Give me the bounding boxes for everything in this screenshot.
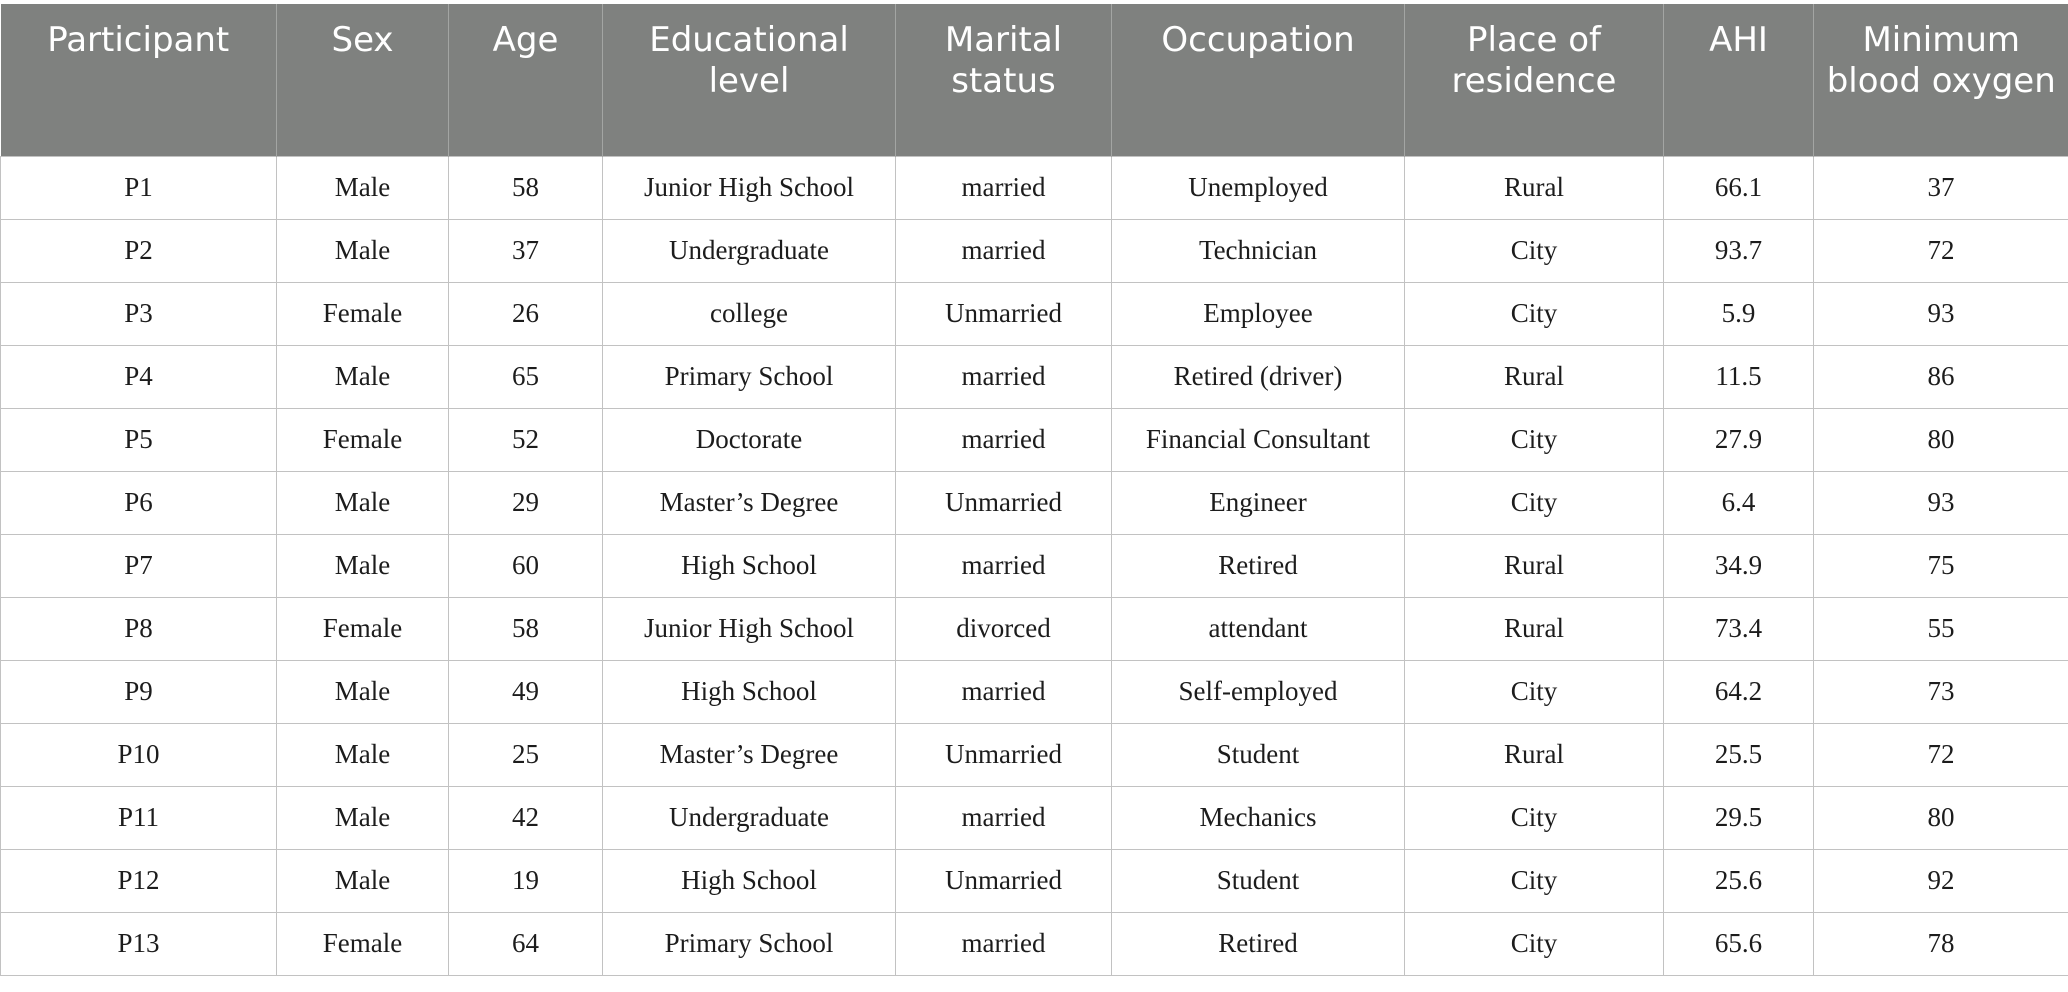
cell-min-oxygen: 72: [1814, 723, 2068, 786]
cell-sex: Female: [277, 912, 449, 975]
cell-min-oxygen: 93: [1814, 282, 2068, 345]
cell-residence: City: [1405, 471, 1664, 534]
cell-age: 25: [449, 723, 603, 786]
cell-residence: City: [1405, 786, 1664, 849]
table-row: [1, 408, 2068, 471]
cell-participant: P11: [1, 786, 277, 849]
cell-residence: City: [1405, 408, 1664, 471]
cell-ahi: 64.2: [1664, 660, 1814, 723]
header-ahi: AHI: [1664, 4, 1814, 156]
table-row: [1, 156, 2068, 219]
cell-education: Junior High School: [603, 597, 896, 660]
header-marital-status: Marital status: [896, 4, 1112, 156]
cell-age: 60: [449, 534, 603, 597]
cell-age: 37: [449, 219, 603, 282]
cell-sex: Male: [277, 156, 449, 219]
cell-residence: Rural: [1405, 597, 1664, 660]
cell-ahi: 29.5: [1664, 786, 1814, 849]
cell-marital: married: [896, 660, 1112, 723]
cell-occupation: Technician: [1112, 219, 1405, 282]
cell-age: 65: [449, 345, 603, 408]
cell-marital: Unmarried: [896, 849, 1112, 912]
cell-sex: Female: [277, 282, 449, 345]
cell-education: High School: [603, 534, 896, 597]
cell-age: 64: [449, 912, 603, 975]
cell-participant: P2: [1, 219, 277, 282]
cell-residence: Rural: [1405, 156, 1664, 219]
cell-min-oxygen: 93: [1814, 471, 2068, 534]
cell-age: 58: [449, 156, 603, 219]
cell-sex: Female: [277, 408, 449, 471]
cell-ahi: 25.6: [1664, 849, 1814, 912]
cell-education: Master’s Degree: [603, 723, 896, 786]
cell-sex: Male: [277, 660, 449, 723]
cell-education: High School: [603, 660, 896, 723]
cell-ahi: 25.5: [1664, 723, 1814, 786]
cell-participant: P9: [1, 660, 277, 723]
cell-education: Primary School: [603, 912, 896, 975]
cell-occupation: Retired: [1112, 534, 1405, 597]
cell-education: Primary School: [603, 345, 896, 408]
table-row: [1, 723, 2068, 786]
cell-min-oxygen: 55: [1814, 597, 2068, 660]
cell-age: 52: [449, 408, 603, 471]
cell-marital: married: [896, 786, 1112, 849]
cell-participant: P1: [1, 156, 277, 219]
table-row: [1, 660, 2068, 723]
header-educational-level: Educational level: [603, 4, 896, 156]
table-row: [1, 597, 2068, 660]
cell-marital: married: [896, 219, 1112, 282]
table-row: [1, 534, 2068, 597]
cell-residence: City: [1405, 912, 1664, 975]
cell-education: Junior High School: [603, 156, 896, 219]
table-row: [1, 282, 2068, 345]
cell-participant: P3: [1, 282, 277, 345]
cell-sex: Male: [277, 219, 449, 282]
cell-min-oxygen: 37: [1814, 156, 2068, 219]
cell-occupation: Financial Consultant: [1112, 408, 1405, 471]
header-occupation: Occupation: [1112, 4, 1405, 156]
cell-marital: Unmarried: [896, 723, 1112, 786]
cell-age: 42: [449, 786, 603, 849]
cell-participant: P7: [1, 534, 277, 597]
cell-ahi: 34.9: [1664, 534, 1814, 597]
cell-marital: married: [896, 912, 1112, 975]
cell-education: college: [603, 282, 896, 345]
cell-education: Undergraduate: [603, 786, 896, 849]
cell-age: 19: [449, 849, 603, 912]
cell-marital: married: [896, 408, 1112, 471]
cell-ahi: 27.9: [1664, 408, 1814, 471]
cell-ahi: 11.5: [1664, 345, 1814, 408]
cell-marital: Unmarried: [896, 471, 1112, 534]
cell-min-oxygen: 92: [1814, 849, 2068, 912]
cell-occupation: Mechanics: [1112, 786, 1405, 849]
cell-marital: Unmarried: [896, 282, 1112, 345]
cell-participant: P12: [1, 849, 277, 912]
cell-residence: Rural: [1405, 345, 1664, 408]
header-participant: Participant: [1, 4, 277, 156]
cell-sex: Male: [277, 534, 449, 597]
header-place-of-residence: Place of residence: [1405, 4, 1664, 156]
cell-ahi: 93.7: [1664, 219, 1814, 282]
cell-participant: P13: [1, 912, 277, 975]
header-row: [1, 4, 2068, 156]
cell-residence: City: [1405, 282, 1664, 345]
cell-residence: Rural: [1405, 534, 1664, 597]
cell-education: Doctorate: [603, 408, 896, 471]
cell-age: 58: [449, 597, 603, 660]
cell-participant: P4: [1, 345, 277, 408]
cell-sex: Male: [277, 471, 449, 534]
cell-sex: Male: [277, 849, 449, 912]
cell-occupation: Self-employed: [1112, 660, 1405, 723]
cell-occupation: Employee: [1112, 282, 1405, 345]
cell-residence: City: [1405, 849, 1664, 912]
table-row: [1, 345, 2068, 408]
table-row: [1, 912, 2068, 975]
cell-marital: married: [896, 345, 1112, 408]
cell-education: High School: [603, 849, 896, 912]
cell-occupation: Retired: [1112, 912, 1405, 975]
cell-occupation: Unemployed: [1112, 156, 1405, 219]
header-age: Age: [449, 4, 603, 156]
cell-sex: Male: [277, 786, 449, 849]
cell-age: 49: [449, 660, 603, 723]
cell-marital: married: [896, 156, 1112, 219]
cell-residence: Rural: [1405, 723, 1664, 786]
cell-age: 29: [449, 471, 603, 534]
cell-min-oxygen: 72: [1814, 219, 2068, 282]
cell-min-oxygen: 80: [1814, 408, 2068, 471]
table-header: [1, 4, 2068, 156]
cell-education: Undergraduate: [603, 219, 896, 282]
table-row: [1, 219, 2068, 282]
cell-sex: Male: [277, 345, 449, 408]
cell-min-oxygen: 86: [1814, 345, 2068, 408]
cell-ahi: 73.4: [1664, 597, 1814, 660]
cell-ahi: 66.1: [1664, 156, 1814, 219]
cell-min-oxygen: 73: [1814, 660, 2068, 723]
cell-occupation: attendant: [1112, 597, 1405, 660]
table-row: [1, 471, 2068, 534]
cell-residence: City: [1405, 219, 1664, 282]
participant-table: [0, 4, 2068, 976]
cell-sex: Male: [277, 723, 449, 786]
cell-education: Master’s Degree: [603, 471, 896, 534]
cell-ahi: 5.9: [1664, 282, 1814, 345]
cell-marital: married: [896, 534, 1112, 597]
cell-participant: P6: [1, 471, 277, 534]
header-sex: Sex: [277, 4, 449, 156]
cell-occupation: Student: [1112, 723, 1405, 786]
table-body: [1, 156, 2068, 975]
header-minimum-blood-oxygen: Minimum blood oxygen: [1814, 4, 2068, 156]
cell-min-oxygen: 75: [1814, 534, 2068, 597]
cell-marital: divorced: [896, 597, 1112, 660]
cell-sex: Female: [277, 597, 449, 660]
cell-ahi: 6.4: [1664, 471, 1814, 534]
table-row: [1, 786, 2068, 849]
cell-age: 26: [449, 282, 603, 345]
cell-occupation: Student: [1112, 849, 1405, 912]
cell-participant: P5: [1, 408, 277, 471]
cell-min-oxygen: 80: [1814, 786, 2068, 849]
cell-occupation: Engineer: [1112, 471, 1405, 534]
cell-residence: City: [1405, 660, 1664, 723]
cell-participant: P10: [1, 723, 277, 786]
cell-occupation: Retired (driver): [1112, 345, 1405, 408]
table-row: [1, 849, 2068, 912]
cell-min-oxygen: 78: [1814, 912, 2068, 975]
cell-participant: P8: [1, 597, 277, 660]
cell-ahi: 65.6: [1664, 912, 1814, 975]
